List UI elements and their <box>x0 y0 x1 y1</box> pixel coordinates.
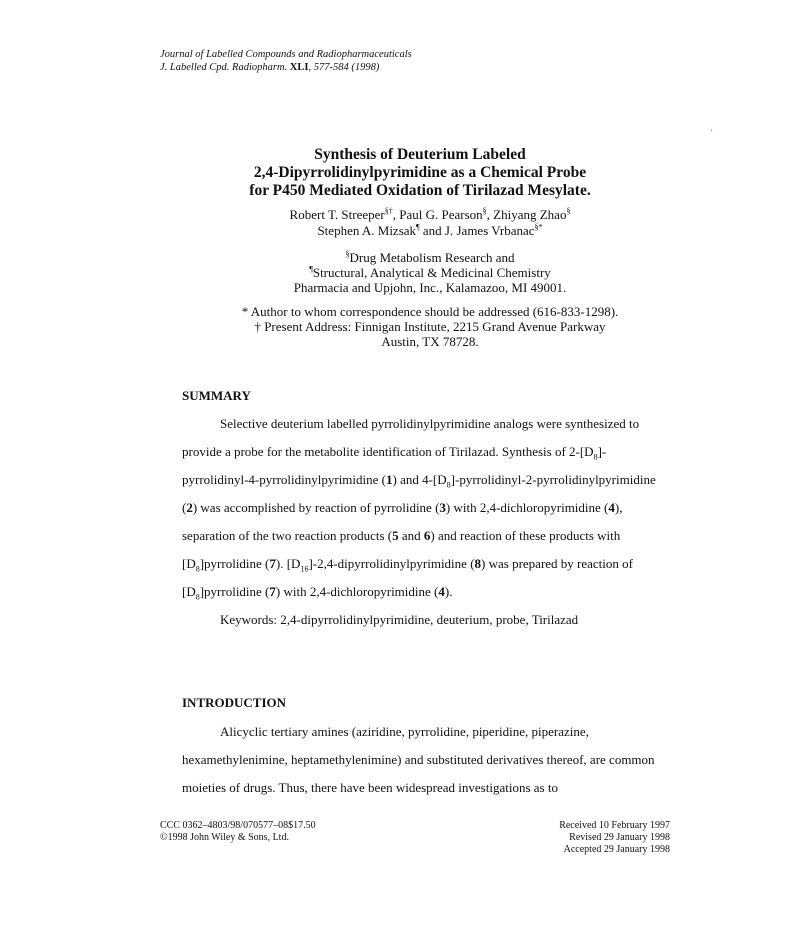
summary-body <box>182 410 662 634</box>
introduction-body <box>182 718 662 802</box>
accepted-date: Accepted 29 January 1998 <box>563 844 670 855</box>
journal-name: Journal of Labelled Compounds and Radiopharmaceuticals <box>160 49 412 60</box>
copyright: ©1998 John Wiley & Sons, Ltd. <box>160 832 289 843</box>
journal-citation: J. Labelled Cpd. Radiopharm. XLI, 577-584 (1998) <box>160 62 380 73</box>
stray-mark: ' <box>711 128 713 137</box>
journal-header <box>160 48 412 74</box>
footer-right <box>520 820 670 856</box>
summary-paragraph: Selective deuterium labelled pyrrolidinylpyrimidine analogs were synthesized to provide a probe for the metabolite identification of Tirilazad. Synthesis of $2-[D_8]-pyrrolidinyl-4$-pyrrolidinylpyrimidine (1) and $4-[D_8]-pyrrolidinyl-2$-pyrrolidinylpyrimidine (2) was accomplished by reaction of pyrrolidine (3) with 2,4-dichloropyrimidine (4), separation of the two reaction products (5 and 6) and reaction of these products with $[D_8]pyrrolidine$ (7). $[D_{16}]-2,4$-dipyrrolidinylpyrimidine (8) was prepared by reaction of $[D_8]pyrrolidine$ (7) with 2,4-dichloropyrimidine (4). <box>182 416 656 602</box>
introduction-heading: INTRODUCTION <box>182 695 287 710</box>
affiliations: §Drug Metabolism Research and ¶Structural, Analytical & Medicinal Chemistry Pharmacia and Upjohn, Inc., Kalamazoo, MI 49001. <box>293 249 567 295</box>
ccc-code: CCC 0362–4803/98/070577–08$17.50 <box>160 820 316 831</box>
author-list: Robert T. Streeper§†, Paul G. Pearson§, Zhiyang Zhao§ Stephen A. Mizsak¶ and J. James Vrbanac§* <box>289 206 571 238</box>
paper-title: Synthesis of Deuterium Labeled 2,4-Dipyrrolidinylpyrimidine as a Chemical Probe for P450 Mediated Oxidation of Tirilazad Mesylate. <box>249 146 591 199</box>
summary-heading: SUMMARY <box>182 388 251 403</box>
keywords: Keywords: 2,4-dipyrrolidinylpyrimidine, deuterium, probe, Tirilazad <box>220 612 579 627</box>
correspondence-note: * Author to whom correspondence should be addressed (616-833-1298). † Present Address: Finnigan Institute, 2215 Grand Avenue Parkway Austin, TX 78728. <box>241 304 619 349</box>
footer-left <box>160 820 316 844</box>
received-date: Received 10 February 1997 <box>559 820 670 831</box>
introduction-paragraph: Alicyclic tertiary amines (aziridine, pyrrolidine, piperidine, piperazine, hexamethylenimine, heptamethylenimine) and substituted derivatives thereof, are common moieties of drugs. Thus, there have been widespread investigations as to <box>182 724 655 795</box>
revised-date: Revised 29 January 1998 <box>569 832 670 843</box>
